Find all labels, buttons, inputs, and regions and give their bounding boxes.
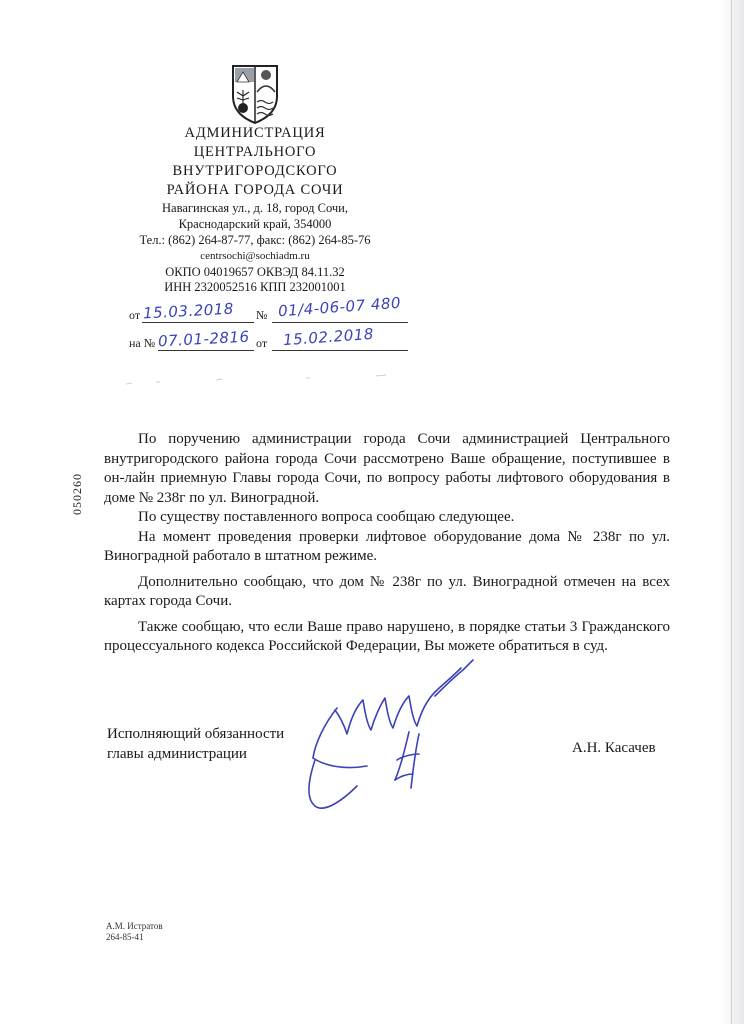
- org-name-line-2: ЦЕНТРАЛЬНОГО: [193, 144, 317, 160]
- inn-kpp-line: ИНН 2320052516 КПП 232001001: [164, 280, 346, 294]
- executor-name: А.М. Истратов: [106, 921, 163, 931]
- handwritten-signature: [285, 648, 505, 828]
- email-line: centrsochi@sochiadm.ru: [200, 250, 310, 262]
- number-handwritten: 01/4-06-07 480: [277, 293, 402, 321]
- position-line-1: Исполняющий обязанности: [107, 726, 285, 742]
- phone-fax-line: Тел.: (862) 264-87-77, факс: (862) 264-85-76: [139, 233, 371, 247]
- body-paragraph-2: По существу поставленного вопроса сообщаю следующее.: [138, 509, 515, 525]
- scan-edge: [722, 0, 744, 1024]
- body-paragraph-1: По поручению администрации города Сочи администрацией Центрального внутригородского района города Сочи рассмотрено Ваше обращение, поступившее в он-лайн приемную Главы города Сочи, по вопросу работы лифтового оборудования в доме № 238г по ул. Виноградной.: [104, 431, 670, 506]
- letterhead: [110, 124, 400, 295]
- letter-body: [104, 430, 670, 657]
- org-name-line-3: ВНУТРИГОРОДСКОГО: [172, 163, 338, 179]
- from-label: от: [129, 308, 141, 322]
- from-date-handwritten: 15.03.2018: [142, 299, 235, 323]
- signer-name: А.Н. Касачев: [572, 740, 656, 756]
- reply-date-underline: [272, 350, 408, 351]
- reply-number-label: на №: [129, 336, 156, 350]
- registration-stamp-number: 050260: [70, 473, 84, 515]
- reply-number-underline: [158, 350, 254, 351]
- org-name-line-4: РАЙОНА ГОРОДА СОЧИ: [166, 182, 344, 198]
- sochi-coat-of-arms-icon: [229, 62, 281, 124]
- reply-date-handwritten: 15.02.2018: [282, 324, 375, 350]
- reply-from-label: от: [256, 336, 268, 350]
- number-underline: [272, 322, 408, 323]
- org-name-line-1: АДМИНИСТРАЦИЯ: [184, 125, 326, 141]
- from-date-underline: [142, 322, 254, 323]
- executor-phone: 264-85-41: [106, 932, 144, 942]
- position-line-2: главы администрации: [107, 746, 247, 762]
- signatory-position: [107, 724, 284, 764]
- executor-info: [106, 921, 163, 943]
- reply-number-handwritten: 07.01-2816: [157, 327, 250, 351]
- number-label: №: [256, 308, 268, 322]
- body-paragraph-4: Дополнительно сообщаю, что дом № 238г по ул. Виноградной отмечен на всех картах города Сочи.: [104, 573, 670, 609]
- address-line-2: Краснодарский край, 354000: [178, 217, 332, 231]
- okpo-okved-line: ОКПО 04019657 ОКВЭД 84.11.32: [165, 265, 345, 279]
- address-line-1: Навагинская ул., д. 18, город Сочи,: [162, 201, 348, 215]
- scan-edge-line: [731, 0, 732, 1024]
- pen-marks: [96, 370, 496, 410]
- body-paragraph-3: На момент проведения проверки лифтовое оборудование дома № 238г по ул. Виноградной работало в штатном режиме.: [104, 528, 670, 564]
- body-paragraph-5: Также сообщаю, что если Ваше право нарушено, в порядке статьи 3 Гражданского процессуального кодекса Российской Федерации, Вы можете обратиться в суд.: [104, 618, 670, 654]
